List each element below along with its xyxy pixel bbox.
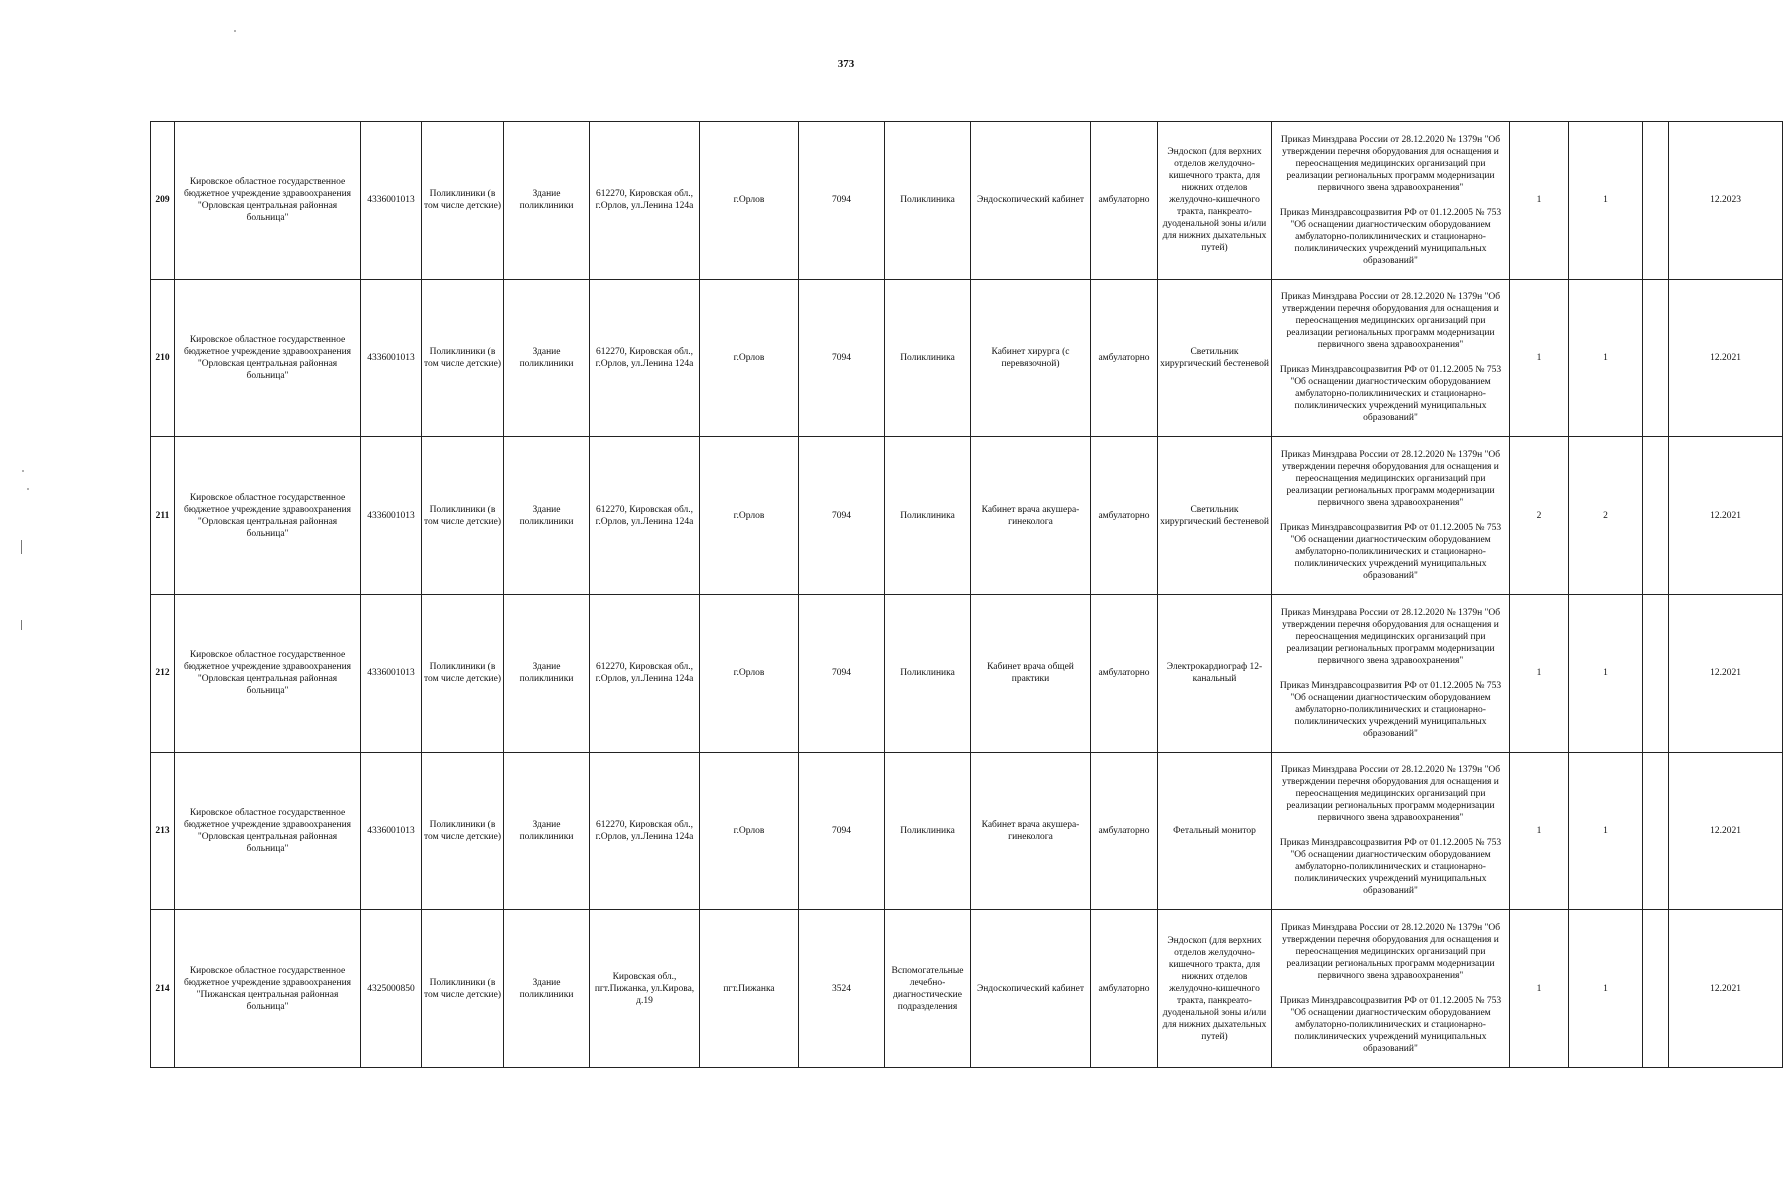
- subdivision: Поликлиника: [885, 122, 971, 280]
- legal-basis: [1272, 752, 1510, 910]
- care-condition: амбулаторно: [1091, 437, 1158, 595]
- scan-artifact: [234, 30, 236, 32]
- empty-cell: [1643, 279, 1669, 437]
- settlement: пгт.Пижанка: [700, 910, 799, 1068]
- scan-artifact: [22, 470, 24, 472]
- legal-order-753: Приказ Минздравсоцразвития РФ от 01.12.2005 № 753 "Об оснащении диагностическим оборудованием амбулаторно-поликлинических и стационарно-поликлинических учреждений муниципальных образований": [1279, 838, 1502, 897]
- address: 612270, Кировская обл., г.Орлов, ул.Ленина 124а: [590, 437, 700, 595]
- facility-type: Поликлиники (в том числе детские): [422, 437, 504, 595]
- table-row: [151, 279, 1783, 437]
- row-number: 211: [151, 437, 175, 595]
- subdivision: Вспомогательные лечебно-диагностические подразделения: [885, 910, 971, 1068]
- legal-basis: [1272, 910, 1510, 1068]
- settlement: г.Орлов: [700, 279, 799, 437]
- care-condition: амбулаторно: [1091, 752, 1158, 910]
- organization-name: Кировское областное государственное бюджетное учреждение здравоохранения "Орловская центральная районная больница": [175, 122, 361, 280]
- due-date: 12.2021: [1669, 437, 1783, 595]
- facility-type: Поликлиники (в том числе детские): [422, 122, 504, 280]
- due-date: 12.2023: [1669, 122, 1783, 280]
- equipment: Светильник хирургический бестеневой: [1158, 279, 1272, 437]
- equipment: Светильник хирургический бестеневой: [1158, 437, 1272, 595]
- settlement: г.Орлов: [700, 122, 799, 280]
- page-number: 373: [837, 58, 855, 70]
- building: Здание поликлиники: [504, 910, 590, 1068]
- table-row: [151, 437, 1783, 595]
- due-date: 12.2021: [1669, 594, 1783, 752]
- subdivision: Поликлиника: [885, 437, 971, 595]
- equipment: Электрокардиограф 12-канальный: [1158, 594, 1272, 752]
- equipment: Эндоскоп (для верхних отделов желудочно-кишечного тракта, для нижних отделов желудочно-кишечного тракта, панкреато-дуоденальной зоны и/или для нижних дыхательных путей): [1158, 122, 1272, 280]
- oktmo-code: 7094: [799, 594, 885, 752]
- legal-order-753: Приказ Минздравсоцразвития РФ от 01.12.2005 № 753 "Об оснащении диагностическим оборудованием амбулаторно-поликлинических и стационарно-поликлинических учреждений муниципальных образований": [1279, 365, 1502, 424]
- quantity-planned: 1: [1569, 279, 1643, 437]
- empty-cell: [1643, 752, 1669, 910]
- scan-artifact: [21, 620, 22, 630]
- legal-basis: [1272, 122, 1510, 280]
- row-number: 213: [151, 752, 175, 910]
- building: Здание поликлиники: [504, 594, 590, 752]
- inn-code: 4336001013: [361, 279, 422, 437]
- legal-basis: [1272, 437, 1510, 595]
- room: Кабинет врача акушера-гинеколога: [971, 752, 1091, 910]
- oktmo-code: 7094: [799, 437, 885, 595]
- organization-name: Кировское областное государственное бюджетное учреждение здравоохранения "Орловская центральная районная больница": [175, 437, 361, 595]
- quantity-required: 1: [1510, 122, 1569, 280]
- organization-name: Кировское областное государственное бюджетное учреждение здравоохранения "Орловская центральная районная больница": [175, 752, 361, 910]
- facility-type: Поликлиники (в том числе детские): [422, 594, 504, 752]
- address: 612270, Кировская обл., г.Орлов, ул.Ленина 124а: [590, 279, 700, 437]
- equipment: Фетальный монитор: [1158, 752, 1272, 910]
- subdivision: Поликлиника: [885, 279, 971, 437]
- address: Кировская обл., пгт.Пижанка, ул.Кирова, д.19: [590, 910, 700, 1068]
- quantity-planned: 2: [1569, 437, 1643, 595]
- room: Кабинет хирурга (с перевязочной): [971, 279, 1091, 437]
- legal-order-753: Приказ Минздравсоцразвития РФ от 01.12.2005 № 753 "Об оснащении диагностическим оборудованием амбулаторно-поликлинических и стационарно-поликлинических учреждений муниципальных образований": [1279, 996, 1502, 1055]
- row-number: 212: [151, 594, 175, 752]
- row-number: 209: [151, 122, 175, 280]
- quantity-required: 2: [1510, 437, 1569, 595]
- address: 612270, Кировская обл., г.Орлов, ул.Ленина 124а: [590, 594, 700, 752]
- care-condition: амбулаторно: [1091, 594, 1158, 752]
- facility-type: Поликлиники (в том числе детские): [422, 910, 504, 1068]
- empty-cell: [1643, 122, 1669, 280]
- empty-cell: [1643, 910, 1669, 1068]
- empty-cell: [1643, 437, 1669, 595]
- organization-name: Кировское областное государственное бюджетное учреждение здравоохранения "Пижанская центральная районная больница": [175, 910, 361, 1068]
- settlement: г.Орлов: [700, 437, 799, 595]
- row-number: 210: [151, 279, 175, 437]
- room: Кабинет врача общей практики: [971, 594, 1091, 752]
- subdivision: Поликлиника: [885, 594, 971, 752]
- room: Эндоскопический кабинет: [971, 910, 1091, 1068]
- facility-type: Поликлиники (в том числе детские): [422, 752, 504, 910]
- table-row: [151, 122, 1783, 280]
- legal-order-1379n: Приказ Минздрава России от 28.12.2020 № 1379н "Об утверждении перечня оборудования для оснащения и переоснащения медицинских организаций при реализации региональных программ модернизации первичного звена здравоохранения": [1280, 450, 1501, 509]
- room: Кабинет врача акушера-гинеколога: [971, 437, 1091, 595]
- organization-name: Кировское областное государственное бюджетное учреждение здравоохранения "Орловская центральная районная больница": [175, 594, 361, 752]
- table-row: [151, 910, 1783, 1068]
- quantity-required: 1: [1510, 752, 1569, 910]
- quantity-required: 1: [1510, 910, 1569, 1068]
- settlement: г.Орлов: [700, 594, 799, 752]
- due-date: 12.2021: [1669, 910, 1783, 1068]
- quantity-planned: 1: [1569, 122, 1643, 280]
- due-date: 12.2021: [1669, 279, 1783, 437]
- quantity-planned: 1: [1569, 752, 1643, 910]
- inn-code: 4336001013: [361, 594, 422, 752]
- legal-order-1379n: Приказ Минздрава России от 28.12.2020 № 1379н "Об утверждении перечня оборудования для оснащения и переоснащения медицинских организаций при реализации региональных программ модернизации первичного звена здравоохранения": [1280, 292, 1501, 351]
- care-condition: амбулаторно: [1091, 279, 1158, 437]
- building: Здание поликлиники: [504, 752, 590, 910]
- table-row: [151, 594, 1783, 752]
- scan-artifact: [27, 488, 29, 490]
- empty-cell: [1643, 594, 1669, 752]
- legal-basis: [1272, 594, 1510, 752]
- scan-artifact: [21, 540, 22, 554]
- quantity-planned: 1: [1569, 594, 1643, 752]
- building: Здание поликлиники: [504, 437, 590, 595]
- legal-order-1379n: Приказ Минздрава России от 28.12.2020 № 1379н "Об утверждении перечня оборудования для оснащения и переоснащения медицинских организаций при реализации региональных программ модернизации первичного звена здравоохранения": [1280, 923, 1501, 982]
- legal-order-753: Приказ Минздравсоцразвития РФ от 01.12.2005 № 753 "Об оснащении диагностическим оборудованием амбулаторно-поликлинических и стационарно-поликлинических учреждений муниципальных образований": [1279, 207, 1502, 266]
- legal-order-753: Приказ Минздравсоцразвития РФ от 01.12.2005 № 753 "Об оснащении диагностическим оборудованием амбулаторно-поликлинических и стационарно-поликлинических учреждений муниципальных образований": [1279, 680, 1502, 739]
- legal-order-1379n: Приказ Минздрава России от 28.12.2020 № 1379н "Об утверждении перечня оборудования для оснащения и переоснащения медицинских организаций при реализации региональных программ модернизации первичного звена здравоохранения": [1280, 134, 1501, 193]
- quantity-planned: 1: [1569, 910, 1643, 1068]
- building: Здание поликлиники: [504, 279, 590, 437]
- equipment: Эндоскоп (для верхних отделов желудочно-кишечного тракта, для нижних отделов желудочно-кишечного тракта, панкреато-дуоденальной зоны и/или для нижних дыхательных путей): [1158, 910, 1272, 1068]
- equipment-registry-table: [150, 121, 1783, 1068]
- facility-type: Поликлиники (в том числе детские): [422, 279, 504, 437]
- building: Здание поликлиники: [504, 122, 590, 280]
- registry-body: [151, 122, 1783, 1068]
- row-number: 214: [151, 910, 175, 1068]
- care-condition: амбулаторно: [1091, 122, 1158, 280]
- oktmo-code: 7094: [799, 752, 885, 910]
- legal-order-753: Приказ Минздравсоцразвития РФ от 01.12.2005 № 753 "Об оснащении диагностическим оборудованием амбулаторно-поликлинических и стационарно-поликлинических учреждений муниципальных образований": [1279, 523, 1502, 582]
- inn-code: 4336001013: [361, 122, 422, 280]
- address: 612270, Кировская обл., г.Орлов, ул.Ленина 124а: [590, 122, 700, 280]
- organization-name: Кировское областное государственное бюджетное учреждение здравоохранения "Орловская центральная районная больница": [175, 279, 361, 437]
- subdivision: Поликлиника: [885, 752, 971, 910]
- oktmo-code: 7094: [799, 122, 885, 280]
- address: 612270, Кировская обл., г.Орлов, ул.Ленина 124а: [590, 752, 700, 910]
- settlement: г.Орлов: [700, 752, 799, 910]
- oktmo-code: 3524: [799, 910, 885, 1068]
- care-condition: амбулаторно: [1091, 910, 1158, 1068]
- due-date: 12.2021: [1669, 752, 1783, 910]
- legal-order-1379n: Приказ Минздрава России от 28.12.2020 № 1379н "Об утверждении перечня оборудования для оснащения и переоснащения медицинских организаций при реализации региональных программ модернизации первичного звена здравоохранения": [1280, 765, 1501, 824]
- inn-code: 4325000850: [361, 910, 422, 1068]
- quantity-required: 1: [1510, 594, 1569, 752]
- legal-order-1379n: Приказ Минздрава России от 28.12.2020 № 1379н "Об утверждении перечня оборудования для оснащения и переоснащения медицинских организаций при реализации региональных программ модернизации первичного звена здравоохранения": [1280, 607, 1501, 666]
- room: Эндоскопический кабинет: [971, 122, 1091, 280]
- table-row: [151, 752, 1783, 910]
- legal-basis: [1272, 279, 1510, 437]
- oktmo-code: 7094: [799, 279, 885, 437]
- inn-code: 4336001013: [361, 437, 422, 595]
- inn-code: 4336001013: [361, 752, 422, 910]
- quantity-required: 1: [1510, 279, 1569, 437]
